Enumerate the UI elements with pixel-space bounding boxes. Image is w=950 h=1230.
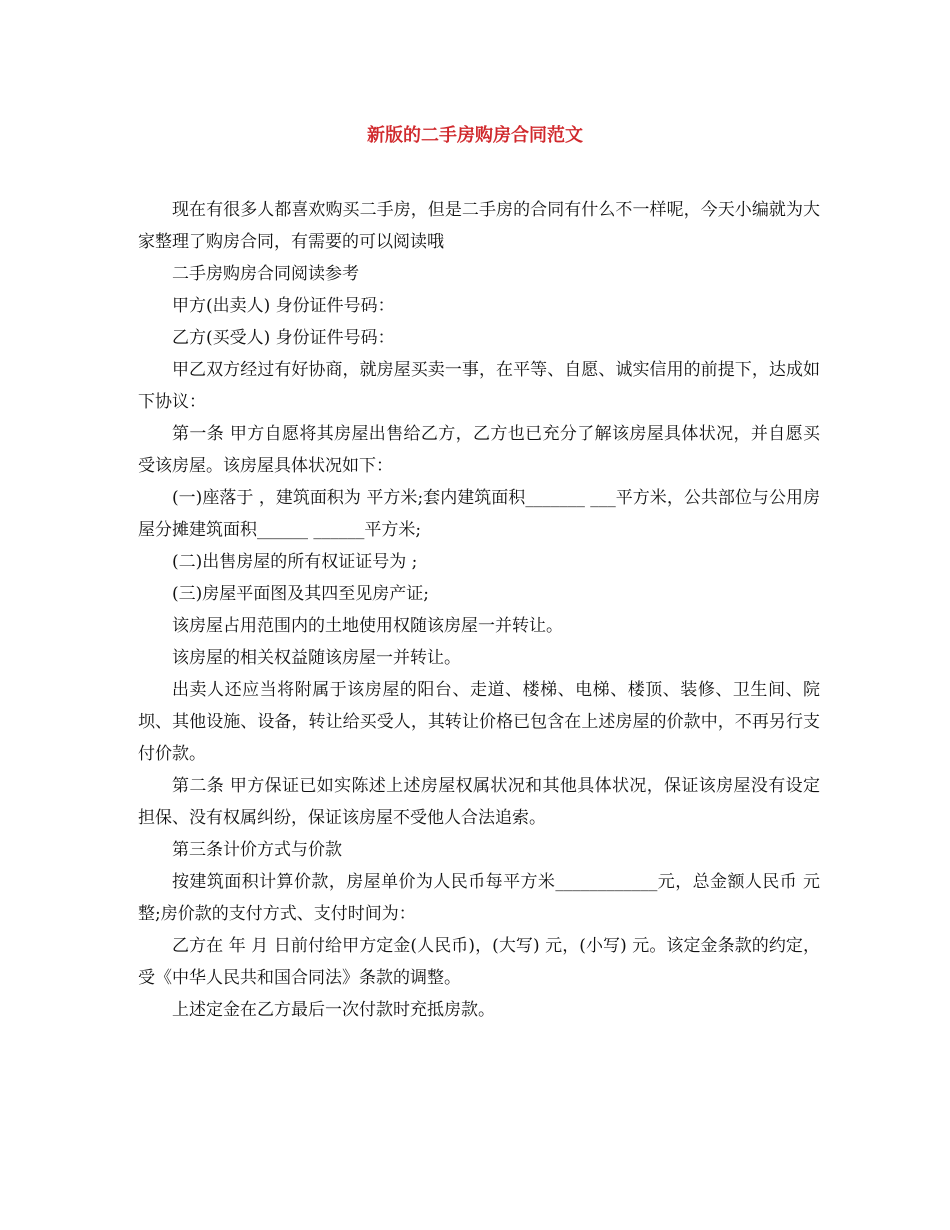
paragraph-attachments: 出卖人还应当将附属于该房屋的阳台、走道、楼梯、电梯、楼顶、装修、卫生间、院坝、其他设施、设备，转让给买受人，其转让价格已包含在上述房屋的价款中，不再另行支付价款。 — [138, 680, 820, 764]
paragraph-article-3: 第三条计价方式与价款 — [172, 840, 342, 860]
document-title: 新版的二手房购房合同范文 — [367, 125, 583, 146]
paragraph-heading: 二手房购房合同阅读参考 — [172, 264, 359, 284]
paragraph-agreement: 甲乙双方经过有好协商，就房屋买卖一事，在平等、自愿、诚实信用的前提下，达成如下协议： — [138, 360, 820, 412]
paragraph-article-1: 第一条 甲方自愿将其房屋出售给乙方，乙方也已充分了解该房屋具体状况，并自愿买受该房屋。该房屋具体状况如下： — [138, 424, 820, 476]
document-body — [138, 194, 820, 1026]
paragraph-pricing: 按建筑面积计算价款，房屋单价为人民币每平方米____________元，总金额人民币 元整;房价款的支付方式、支付时间为： — [138, 872, 820, 924]
paragraph-party-a: 甲方(出卖人) 身份证件号码： — [172, 296, 395, 316]
paragraph-intro: 现在有很多人都喜欢购买二手房，但是二手房的合同有什么不一样呢，今天小编就为大家整理了购房合同，有需要的可以阅读哦 — [138, 200, 820, 252]
paragraph-party-b: 乙方(买受人) 身份证件号码： — [172, 328, 395, 348]
paragraph-deposit-offset: 上述定金在乙方最后一次付款时充抵房款。 — [172, 1000, 495, 1020]
paragraph-item-1: (一)座落于 ，建筑面积为 平方米;套内建筑面积_______ ___平方米，公共部位与公用房屋分摊建筑面积______ ______平方米; — [138, 488, 820, 540]
paragraph-land-rights: 该房屋占用范围内的土地使用权随该房屋一并转让。 — [172, 616, 563, 636]
paragraph-deposit: 乙方在 年 月 日前付给甲方定金(人民币)，(大写) 元，(小写) 元。该定金条款的约定，受《中华人民共和国合同法》条款的调整。 — [138, 936, 820, 988]
paragraph-item-2: (二)出售房屋的所有权证证号为 ; — [172, 552, 418, 572]
paragraph-item-3: (三)房屋平面图及其四至见房产证; — [172, 584, 429, 604]
paragraph-related-rights: 该房屋的相关权益随该房屋一并转让。 — [172, 648, 461, 668]
paragraph-article-2: 第二条 甲方保证已如实陈述上述房屋权属状况和其他具体状况，保证该房屋没有设定担保、没有权属纠纷，保证该房屋不受他人合法追索。 — [138, 776, 820, 828]
